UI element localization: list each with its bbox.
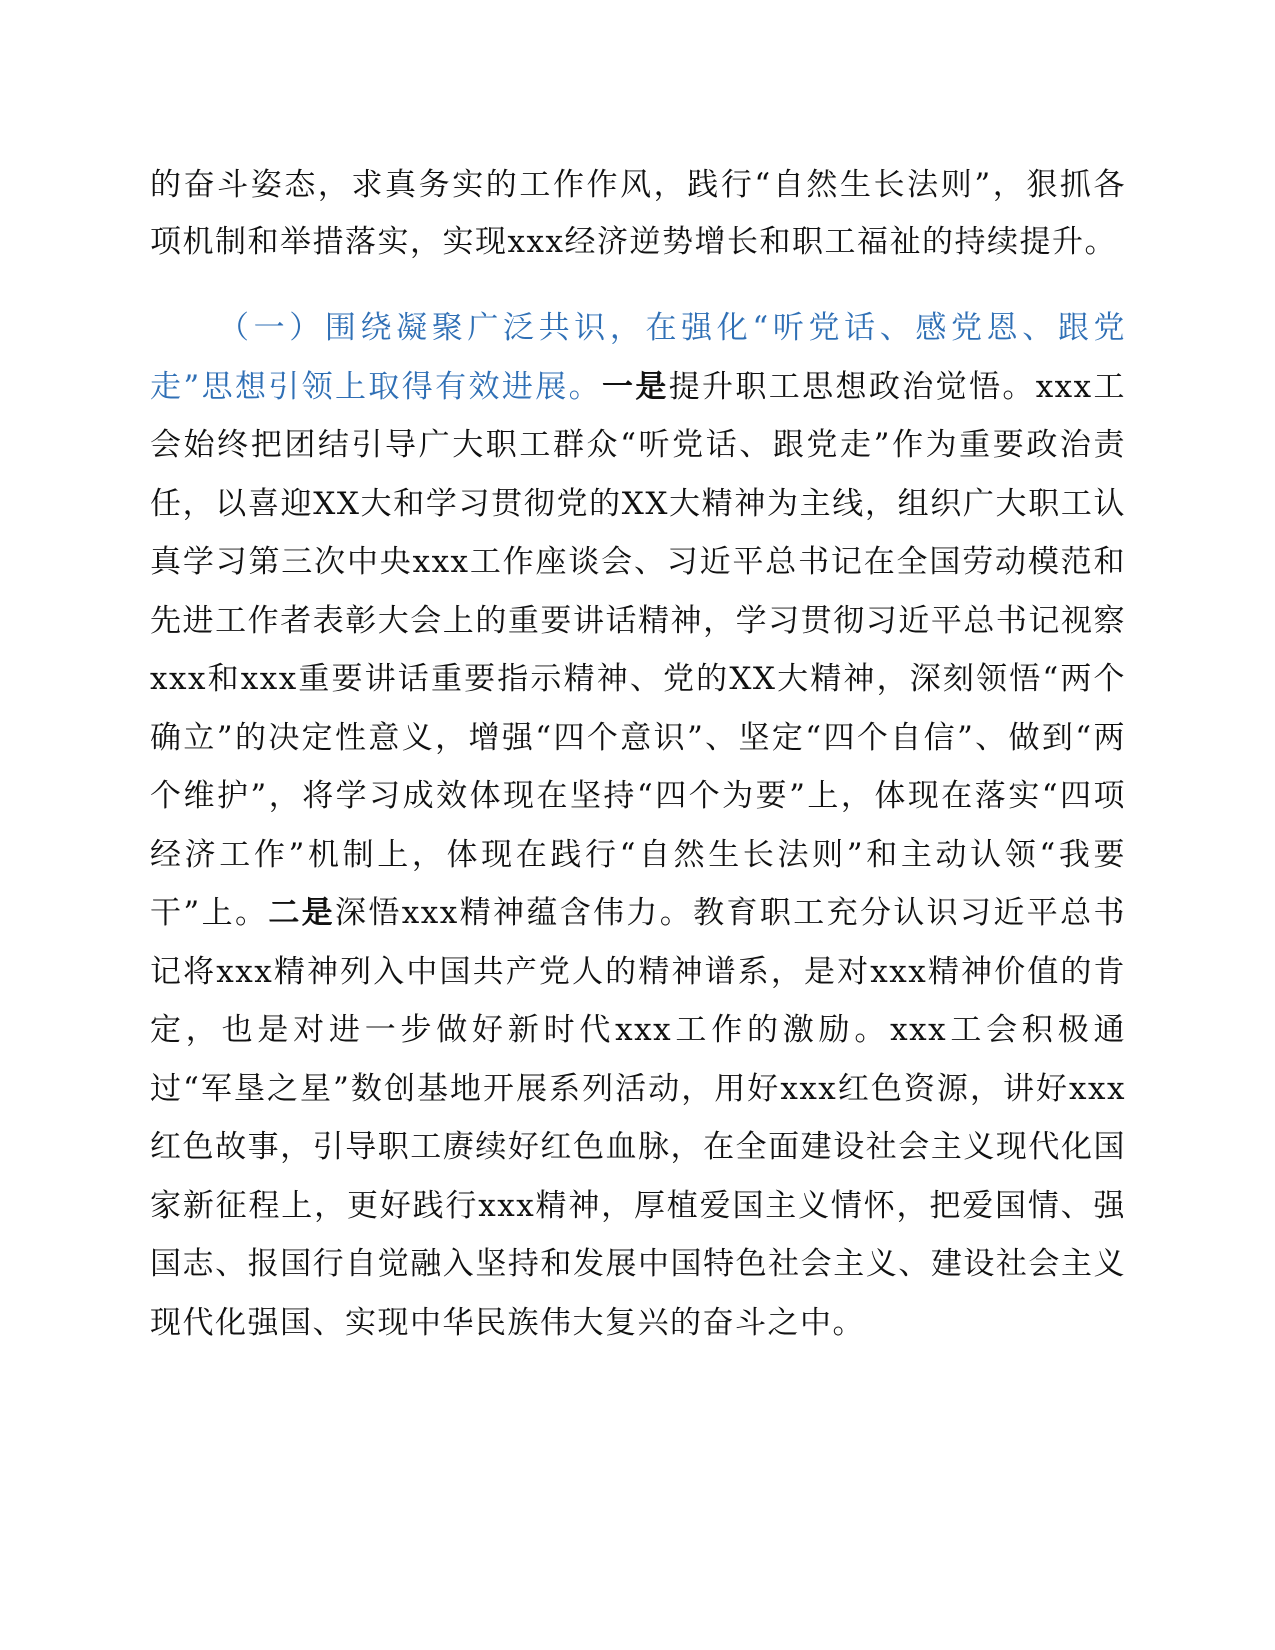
- point-two-text: 深悟xxx精神蕴含伟力。教育职工充分认识习近平总书记将xxx精神列入中国共产党人的精神谱系，是对xxx精神价值的肯定，也是对进一步做好新时代xxx工作的激励。xxx工会积极通过“军垦之星”数创基地开展系列活动，用好xxx红色资源，讲好xxx红色故事，引导职工赓续好红色血脉，在全面建设社会主义现代化国家新征程上，更好践行xxx精神，厚植爱国主义情怀，把爱国情、强国志、报国行自觉融入坚持和发展中国特色社会主义、建设社会主义现代化强国、实现中华民族伟大复兴的奋斗之中。: [150, 895, 1126, 1341]
- point-two-marker: 二是: [268, 895, 336, 931]
- section-heading: （一）围绕凝聚广泛共识，在强化“听党话、感党恩、跟党走”思想引领上取得有效进展。: [150, 310, 1126, 405]
- point-one-marker: 一是: [601, 368, 669, 405]
- point-one-text: 提升职工思想政治觉悟。xxx工会始终把团结引导广大职工群众“听党话、跟党走”作为重要政治责任，以喜迎XX大和学习贯彻党的XX大精神为主线，组织广大职工认真学习第三次中央xxx工作座谈会、习近平总书记在全国劳动模范和先进工作者表彰大会上的重要讲话精神，学习贯彻习近平总书记视察xxx和xxx重要讲话重要指示精神、党的XX大精神，深刻领悟“两个确立”的决定性意义，增强“四个意识”、坚定“四个自信”、做到“两个维护”，将学习成效体现在坚持“四个为要”上，体现在落实“四项经济工作”机制上，体现在践行“自然生长法则”和主动认领“我要干”上。: [150, 368, 1127, 931]
- document-body: [150, 157, 1126, 1352]
- paragraph-section-one: [150, 299, 1126, 1352]
- paragraph-continuation: 的奋斗姿态，求真务实的工作作风，践行“自然生长法则”，狠抓各项机制和举措落实，实现xxx经济逆势增长和职工福祉的持续提升。: [150, 167, 1126, 260]
